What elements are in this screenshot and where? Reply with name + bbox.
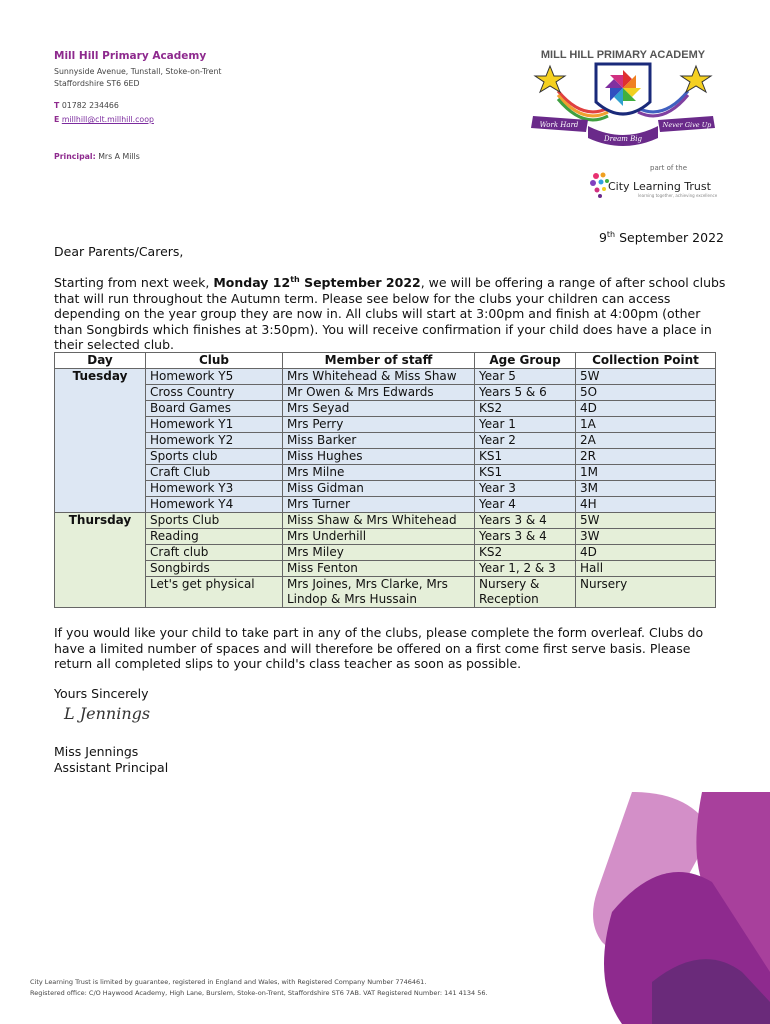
header-club: Club bbox=[146, 353, 283, 369]
decorative-shapes bbox=[592, 792, 770, 1024]
age-group-cell: Year 4 bbox=[475, 497, 576, 513]
age-group-cell: KS1 bbox=[475, 465, 576, 481]
collection-point-cell: 1M bbox=[576, 465, 716, 481]
header-collection-point: Collection Point bbox=[576, 353, 716, 369]
collection-point-cell: 3W bbox=[576, 529, 716, 545]
age-group-cell: Year 1 bbox=[475, 417, 576, 433]
staff-cell: Mr Owen & Mrs Edwards bbox=[283, 385, 475, 401]
table-row bbox=[55, 577, 716, 608]
para1-start: Starting from next week, bbox=[54, 275, 214, 290]
collection-point-cell: 4D bbox=[576, 545, 716, 561]
collection-point-cell: 1A bbox=[576, 417, 716, 433]
staff-cell: Mrs Seyad bbox=[283, 401, 475, 417]
intro-paragraph bbox=[54, 275, 726, 353]
header-age-group: Age Group bbox=[475, 353, 576, 369]
collection-point-cell: 2R bbox=[576, 449, 716, 465]
age-group-cell: Years 5 & 6 bbox=[475, 385, 576, 401]
day-cell-tuesday: Tuesday bbox=[55, 369, 146, 513]
collection-point-cell: Nursery bbox=[576, 577, 716, 608]
date-day: 9 bbox=[598, 230, 607, 245]
header-day: Day bbox=[55, 353, 146, 369]
banner-left: Work Hard bbox=[539, 121, 579, 129]
age-group-cell: Nursery & Reception bbox=[475, 577, 576, 608]
principal bbox=[54, 152, 140, 161]
collection-point-cell: Hall bbox=[576, 561, 716, 577]
staff-cell: Miss Hughes bbox=[283, 449, 475, 465]
club-cell: Let's get physical bbox=[146, 577, 283, 608]
email-link[interactable]: millhill@clt.millhill.coop bbox=[61, 115, 154, 124]
logo-title: MILL HILL PRIMARY ACADEMY bbox=[540, 49, 706, 61]
table-row bbox=[55, 385, 716, 401]
staff-cell: Miss Barker bbox=[283, 433, 475, 449]
collection-point-cell: 4D bbox=[576, 401, 716, 417]
clubs-table bbox=[54, 352, 716, 608]
closing-paragraph: If you would like your child to take part in any of the clubs, please complete the form overleaf. Clubs do have a limited number of spaces and will therefore be offered on a first come first serve basis. Please return all completed slips to your child's class teacher as soon as possible. bbox=[54, 625, 704, 671]
address-line-2: Staffordshire ST6 6ED bbox=[54, 79, 140, 88]
address-line-1: Sunnyside Avenue, Tunstall, Stoke-on-Trent bbox=[54, 67, 222, 76]
age-group-cell: Year 2 bbox=[475, 433, 576, 449]
table-row bbox=[55, 497, 716, 513]
signer-name: Miss Jennings bbox=[54, 744, 139, 759]
club-cell: Homework Y1 bbox=[146, 417, 283, 433]
club-cell: Homework Y2 bbox=[146, 433, 283, 449]
trust-name: City Learning Trust bbox=[608, 180, 711, 193]
staff-cell: Mrs Underhill bbox=[283, 529, 475, 545]
trust-tagline: learning together, achieving excellence bbox=[638, 193, 718, 198]
school-name: Mill Hill Primary Academy bbox=[54, 50, 207, 62]
email-label: E bbox=[54, 115, 60, 124]
table-row bbox=[55, 529, 716, 545]
signer bbox=[54, 744, 168, 776]
collection-point-cell: 3M bbox=[576, 481, 716, 497]
table-row bbox=[55, 513, 716, 529]
para1-end: , we will be offering a range of after school clubs that will run throughout the Autumn term. Please see below for the clubs your children can access depending on the year group they are now in. All clubs will start at 3:00pm and finish at 4:00pm (other than Songbirds which finishes at 3:50pm). You will receive confirmation if your child does have a place in their selected club. bbox=[54, 275, 726, 352]
banner-right: Never Give Up bbox=[662, 121, 712, 129]
para1-bold-day: Monday 12 bbox=[213, 275, 291, 290]
signature: L Jennings bbox=[64, 704, 151, 723]
club-cell: Cross Country bbox=[146, 385, 283, 401]
para1-bold-rest: September 2022 bbox=[299, 275, 421, 290]
age-group-cell: KS1 bbox=[475, 449, 576, 465]
collection-point-cell: 5W bbox=[576, 513, 716, 529]
banner-bottom: Dream Big bbox=[603, 135, 643, 143]
collection-point-cell: 5O bbox=[576, 385, 716, 401]
staff-cell: Mrs Whitehead & Miss Shaw bbox=[283, 369, 475, 385]
part-of-label: part of the bbox=[650, 164, 688, 172]
table-row bbox=[55, 465, 716, 481]
principal-label: Principal: bbox=[54, 152, 96, 161]
day-cell-thursday: Thursday bbox=[55, 513, 146, 608]
collection-point-cell: 2A bbox=[576, 433, 716, 449]
staff-cell: Miss Shaw & Mrs Whitehead bbox=[283, 513, 475, 529]
clubs-table-body bbox=[55, 369, 716, 608]
table-row bbox=[55, 369, 716, 385]
tel-number: 01782 234466 bbox=[61, 101, 119, 110]
footer-line-1: City Learning Trust is limited by guarantee, registered in England and Wales, with Registered Company Number 7746461. bbox=[30, 978, 427, 986]
star-left-icon bbox=[535, 66, 565, 92]
age-group-cell: Year 5 bbox=[475, 369, 576, 385]
club-cell: Homework Y4 bbox=[146, 497, 283, 513]
staff-cell: Miss Fenton bbox=[283, 561, 475, 577]
para1-bold-sup: th bbox=[290, 274, 300, 284]
table-row bbox=[55, 545, 716, 561]
club-cell: Homework Y5 bbox=[146, 369, 283, 385]
school-logo bbox=[528, 46, 718, 146]
age-group-cell: KS2 bbox=[475, 545, 576, 561]
club-cell: Homework Y3 bbox=[146, 481, 283, 497]
club-cell: Board Games bbox=[146, 401, 283, 417]
collection-point-cell: 5W bbox=[576, 369, 716, 385]
club-cell: Sports club bbox=[146, 449, 283, 465]
table-header-row bbox=[55, 353, 716, 369]
staff-cell: Miss Gidman bbox=[283, 481, 475, 497]
table-row bbox=[55, 433, 716, 449]
date-rest: September 2022 bbox=[619, 230, 724, 245]
header-staff: Member of staff bbox=[283, 353, 475, 369]
club-cell: Craft Club bbox=[146, 465, 283, 481]
collection-point-cell: 4H bbox=[576, 497, 716, 513]
tel-label: T bbox=[54, 101, 60, 110]
age-group-cell: Years 3 & 4 bbox=[475, 529, 576, 545]
email bbox=[54, 115, 154, 124]
club-cell: Craft club bbox=[146, 545, 283, 561]
trust-logo-icon bbox=[588, 170, 610, 200]
greeting: Dear Parents/Carers, bbox=[54, 244, 184, 259]
club-cell: Songbirds bbox=[146, 561, 283, 577]
principal-name: Mrs A Mills bbox=[98, 152, 140, 161]
staff-cell: Mrs Miley bbox=[283, 545, 475, 561]
telephone bbox=[54, 101, 119, 110]
closing-salutation: Yours Sincerely bbox=[54, 686, 149, 701]
staff-cell: Mrs Turner bbox=[283, 497, 475, 513]
age-group-cell: KS2 bbox=[475, 401, 576, 417]
letter-date bbox=[599, 230, 724, 245]
para1-bold-date bbox=[213, 275, 420, 290]
table-row bbox=[55, 401, 716, 417]
signer-title: Assistant Principal bbox=[54, 760, 169, 775]
table-row bbox=[55, 449, 716, 465]
table-row bbox=[55, 481, 716, 497]
age-group-cell: Year 3 bbox=[475, 481, 576, 497]
staff-cell: Mrs Joines, Mrs Clarke, Mrs Lindop & Mrs Hussain bbox=[283, 577, 475, 608]
star-right-icon bbox=[681, 66, 711, 92]
staff-cell: Mrs Milne bbox=[283, 465, 475, 481]
age-group-cell: Year 1, 2 & 3 bbox=[475, 561, 576, 577]
age-group-cell: Years 3 & 4 bbox=[475, 513, 576, 529]
footer-line-2: Registered office: C/O Haywood Academy, High Lane, Burslem, Stoke-on-Trent, Staffordshire ST6 7AB. VAT Registered Number: 141 4134 56. bbox=[30, 989, 488, 997]
staff-cell: Mrs Perry bbox=[283, 417, 475, 433]
club-cell: Reading bbox=[146, 529, 283, 545]
table-row bbox=[55, 561, 716, 577]
table-row bbox=[55, 417, 716, 433]
date-suffix: th bbox=[606, 229, 616, 239]
club-cell: Sports Club bbox=[146, 513, 283, 529]
